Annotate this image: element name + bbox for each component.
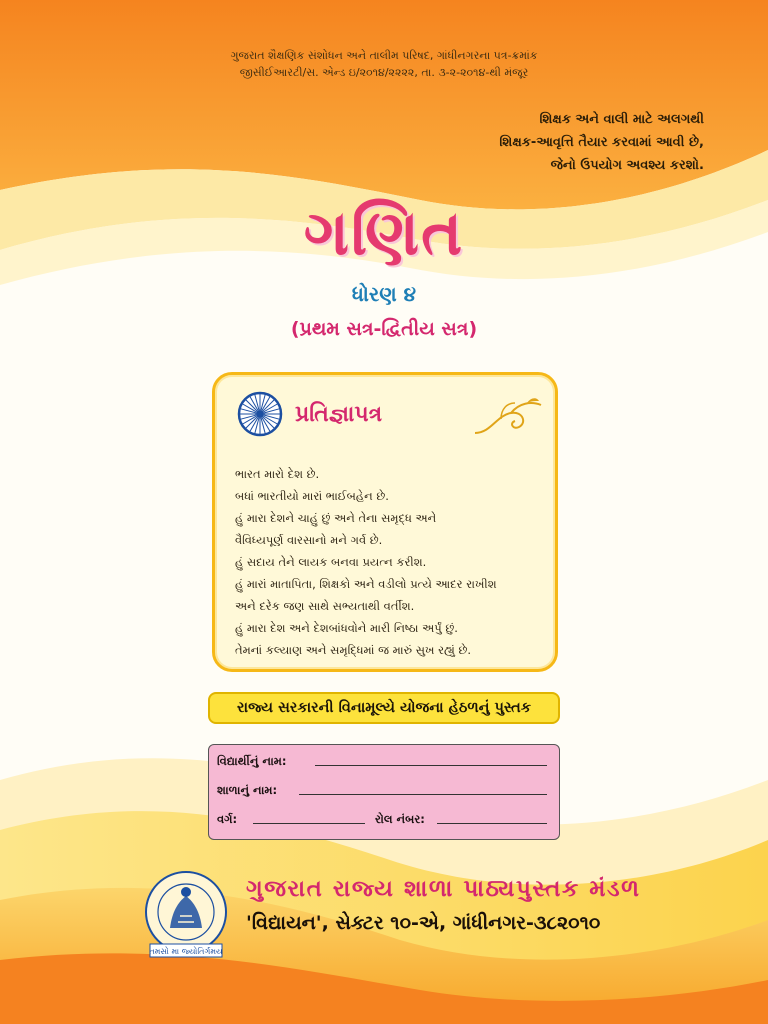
note-line-1: શિક્ષક અને વાલી માટે અલગથી bbox=[539, 112, 704, 127]
pledge-header bbox=[237, 391, 382, 437]
pledge-line: વૈવિધ્યપૂર્ણ વારસાનો મને ગર્વ છે. bbox=[235, 533, 383, 547]
note-line-2: શિક્ષક-આવૃત્તિ તૈયાર કરવામાં આવી છે, bbox=[499, 135, 704, 150]
ashoka-chakra-icon bbox=[237, 391, 283, 437]
approval-line-1: ગુજરાત શૈક્ષણિક સંશોધન અને તાલીમ પરિષદ, ગાંધીનગરના પત્ર-ક્રમાંક bbox=[230, 49, 538, 62]
semester-label: (પ્રથમ સત્ર-દ્વિતીય સત્ર) bbox=[290, 318, 478, 340]
school-name-label: શાળાનું નામ: bbox=[217, 783, 278, 797]
roll-number-field[interactable] bbox=[437, 823, 547, 824]
pledge-line: હું મારા દેશને ચાહું છું અને તેના સમૃદ્ધ અને bbox=[235, 511, 437, 525]
class-label: વર્ગ: bbox=[217, 812, 238, 826]
pledge-box bbox=[212, 372, 558, 672]
pledge-line: બધાં ભારતીયો મારાં ભાઈબહેન છે. bbox=[235, 489, 389, 503]
school-name-field[interactable] bbox=[299, 794, 547, 795]
ornament-icon bbox=[471, 395, 545, 439]
student-name-field[interactable] bbox=[315, 765, 547, 766]
logo-motto: તમસો મા જ્યોતિર્ગમય bbox=[149, 947, 223, 956]
student-name-label: વિદ્યાર્થીનું નામ: bbox=[217, 754, 287, 768]
pledge-line: હું સદાય તેને લાયક બનવા પ્રયત્ન કરીશ. bbox=[235, 555, 427, 569]
pledge-line: ભારત મારો દેશ છે. bbox=[235, 467, 320, 481]
roll-number-label: રોલ નંબર: bbox=[375, 812, 425, 826]
standard-label: ધોરણ ૪ bbox=[351, 282, 417, 306]
book-title: ગણિત bbox=[303, 196, 465, 269]
pledge-line: હું મારાં માતાપિતા, શિક્ષકો અને વડીલો પ્રત્યે આદર રાખીશ bbox=[235, 577, 497, 591]
board-logo-icon bbox=[140, 868, 232, 960]
note-line-3: જેનો ઉપયોગ અવશ્ય કરશો. bbox=[550, 158, 704, 173]
pledge-text bbox=[235, 463, 545, 661]
pledge-line: તેમનાં કલ્યાણ અને સમૃદ્ધિમાં જ મારું સુખ રહ્યું છે. bbox=[235, 643, 472, 657]
pledge-title: પ્રતિજ્ઞાપત્ર bbox=[295, 401, 383, 427]
pledge-line: અને દરેક જણ સાથે સભ્યતાથી વર્તીશ. bbox=[235, 599, 415, 613]
approval-line-2: જીસીઈઆરટી/સ. એન્ડ ઇ/૨૦૧૪/૨૨૨૨, તા. ૩-૨-૨૦૧૪-થી મંજૂર bbox=[239, 66, 529, 79]
publisher-name: ગુજરાત રાજ્ય શાળા પાઠ્યપુસ્તક મંડળ bbox=[246, 876, 641, 902]
pledge-line: હું મારા દેશ અને દેશબાંધવોને મારી નિષ્ઠા અર્પું છું. bbox=[235, 621, 458, 635]
free-book-banner: રાજ્ય સરકારની વિનામૂલ્યે યોજના હેઠળનું પુસ્તક bbox=[208, 692, 560, 724]
publisher-block bbox=[140, 868, 640, 968]
approval-notice bbox=[0, 47, 768, 81]
teacher-edition-note bbox=[499, 108, 704, 177]
class-field[interactable] bbox=[253, 823, 365, 824]
student-info-form bbox=[208, 744, 560, 840]
publisher-address: 'વિદ્યાયન', સેક્ટર ૧૦-એ, ગાંધીનગર-૩૮૨૦૧૦ bbox=[246, 912, 601, 934]
